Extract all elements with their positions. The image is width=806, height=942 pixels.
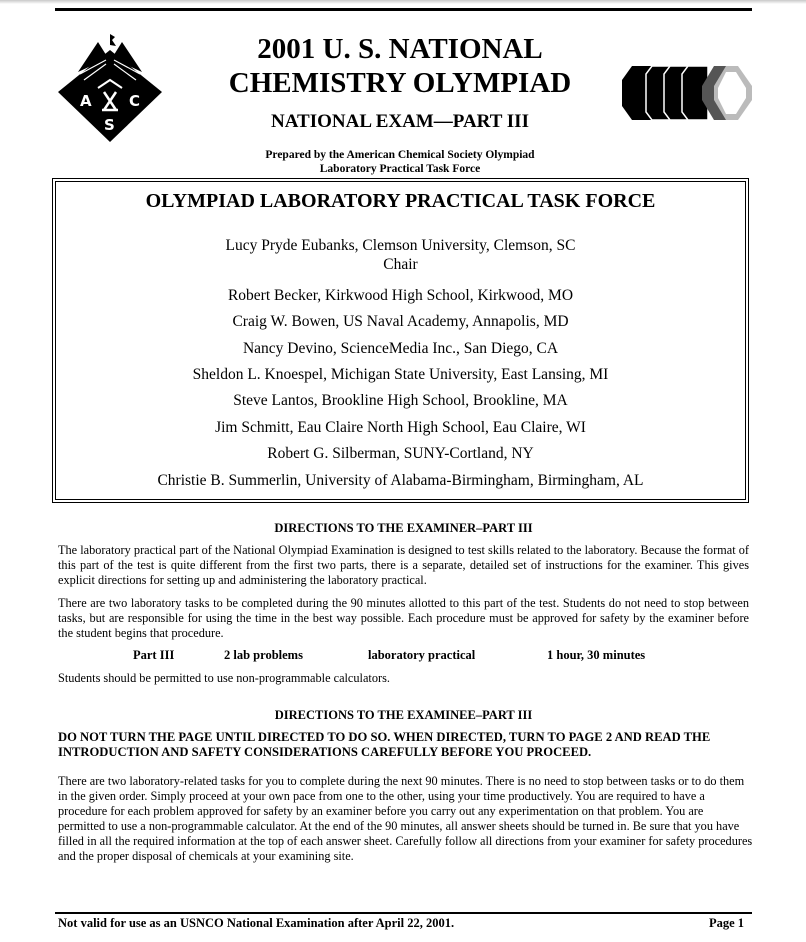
examiner-heading: DIRECTIONS TO THE EXAMINER–PART III xyxy=(274,521,533,535)
summary-duration: 1 hour, 30 minutes xyxy=(547,648,646,662)
prepared-by-line1: Prepared by the American Chemical Society Olympiad xyxy=(265,149,535,161)
prepared-by xyxy=(170,148,630,176)
footer-rule xyxy=(55,912,752,914)
member-item: Robert Becker, Kirkwood High School, Kirkwood, MO xyxy=(227,287,574,304)
summary-part: Part III xyxy=(133,648,175,662)
page-number: Page 1 xyxy=(708,916,744,930)
member-item: Craig W. Bowen, US Naval Academy, Annapolis, MD xyxy=(232,313,569,330)
examinee-warning: DO NOT TURN THE PAGE UNTIL DIRECTED TO DO SO. WHEN DIRECTED, TURN TO PAGE 2 AND READ THE INTRODUCTION AND SAFETY CONSIDERATIONS CAREFULLY BEFORE YOU PROCEED. xyxy=(58,730,711,759)
summary-type: laboratory practical xyxy=(368,648,476,662)
member-item: Christie B. Summerlin, University of Alabama-Birmingham, Birmingham, AL xyxy=(157,472,644,489)
task-force-title: OLYMPIAD LABORATORY PRACTICAL TASK FORCE xyxy=(145,190,656,212)
member-item: Nancy Devino, ScienceMedia Inc., San Diego, CA xyxy=(242,340,559,357)
top-rule xyxy=(55,8,752,11)
svg-text:S: S xyxy=(104,116,115,134)
exam-title-line1: 2001 U. S. NATIONAL xyxy=(257,33,543,65)
svg-text:C: C xyxy=(129,92,141,110)
chair-name: Lucy Pryde Eubanks, Clemson University, Clemson, SC xyxy=(225,237,576,254)
hexagon-logo xyxy=(622,66,752,120)
summary-problems: 2 lab problems xyxy=(224,648,303,662)
prepared-by-line2: Laboratory Practical Task Force xyxy=(319,163,481,175)
validity-note: Not valid for use as an USNCO National Examination after April 22, 2001. xyxy=(58,916,455,930)
calculators-note: Students should be permitted to use non-programmable calculators. xyxy=(58,671,390,685)
task-force-box xyxy=(52,178,749,503)
exam-title-line2: CHEMISTRY OLYMPIAD xyxy=(228,67,572,99)
exam-subtitle: NATIONAL EXAM—PART III xyxy=(271,111,529,132)
examiner-paragraph-2: There are two laboratory tasks to be completed during the 90 minutes allotted to this part of the test. Students do not need to stop between tasks, but are responsible for using the time in the best way possible. Each procedure must be approved for safety by the examiner before the student begins that procedure. xyxy=(58,596,749,640)
member-item: Robert G. Silberman, SUNY-Cortland, NY xyxy=(267,445,534,462)
examinee-heading: DIRECTIONS TO THE EXAMINEE–PART III xyxy=(274,708,533,722)
member-item: Jim Schmitt, Eau Claire North High School, Eau Claire, WI xyxy=(215,419,586,436)
viewer-top-shadow xyxy=(0,0,806,4)
acs-eagle-logo xyxy=(58,30,162,142)
member-item: Steve Lantos, Brookline High School, Brookline, MA xyxy=(233,392,568,409)
examiner-paragraph-1: The laboratory practical part of the National Olympiad Examination is designed to test skills related to the laboratory. Because the format of this part of the test is quite different from the first two parts, there is a separate, detailed set of instructions for the examiner. This gives explicit directions for setting up and administering the laboratory practical. xyxy=(58,543,749,587)
chair-role: Chair xyxy=(383,256,418,273)
svg-text:A: A xyxy=(80,92,92,110)
member-item: Sheldon L. Knoespel, Michigan State University, East Lansing, MI xyxy=(192,366,609,383)
examinee-paragraph: There are two laboratory-related tasks for you to complete during the next 90 minutes. There is no need to stop between tasks or to do them in the given order. Simply proceed at your own pace from one to the other, using your time productively. You are required to have a procedure for each problem approved for safety by an examiner before you carry out any experimentation on that problem. You are permitted to use a non-programmable calculator. At the end of the 90 minutes, all answer sheets should be turned in. Be sure that you have filled in all the required information at the top of each answer sheet. Carefully follow all directions from your examiner for safety procedures and the proper disposal of chemicals at your examining site. xyxy=(58,774,753,863)
